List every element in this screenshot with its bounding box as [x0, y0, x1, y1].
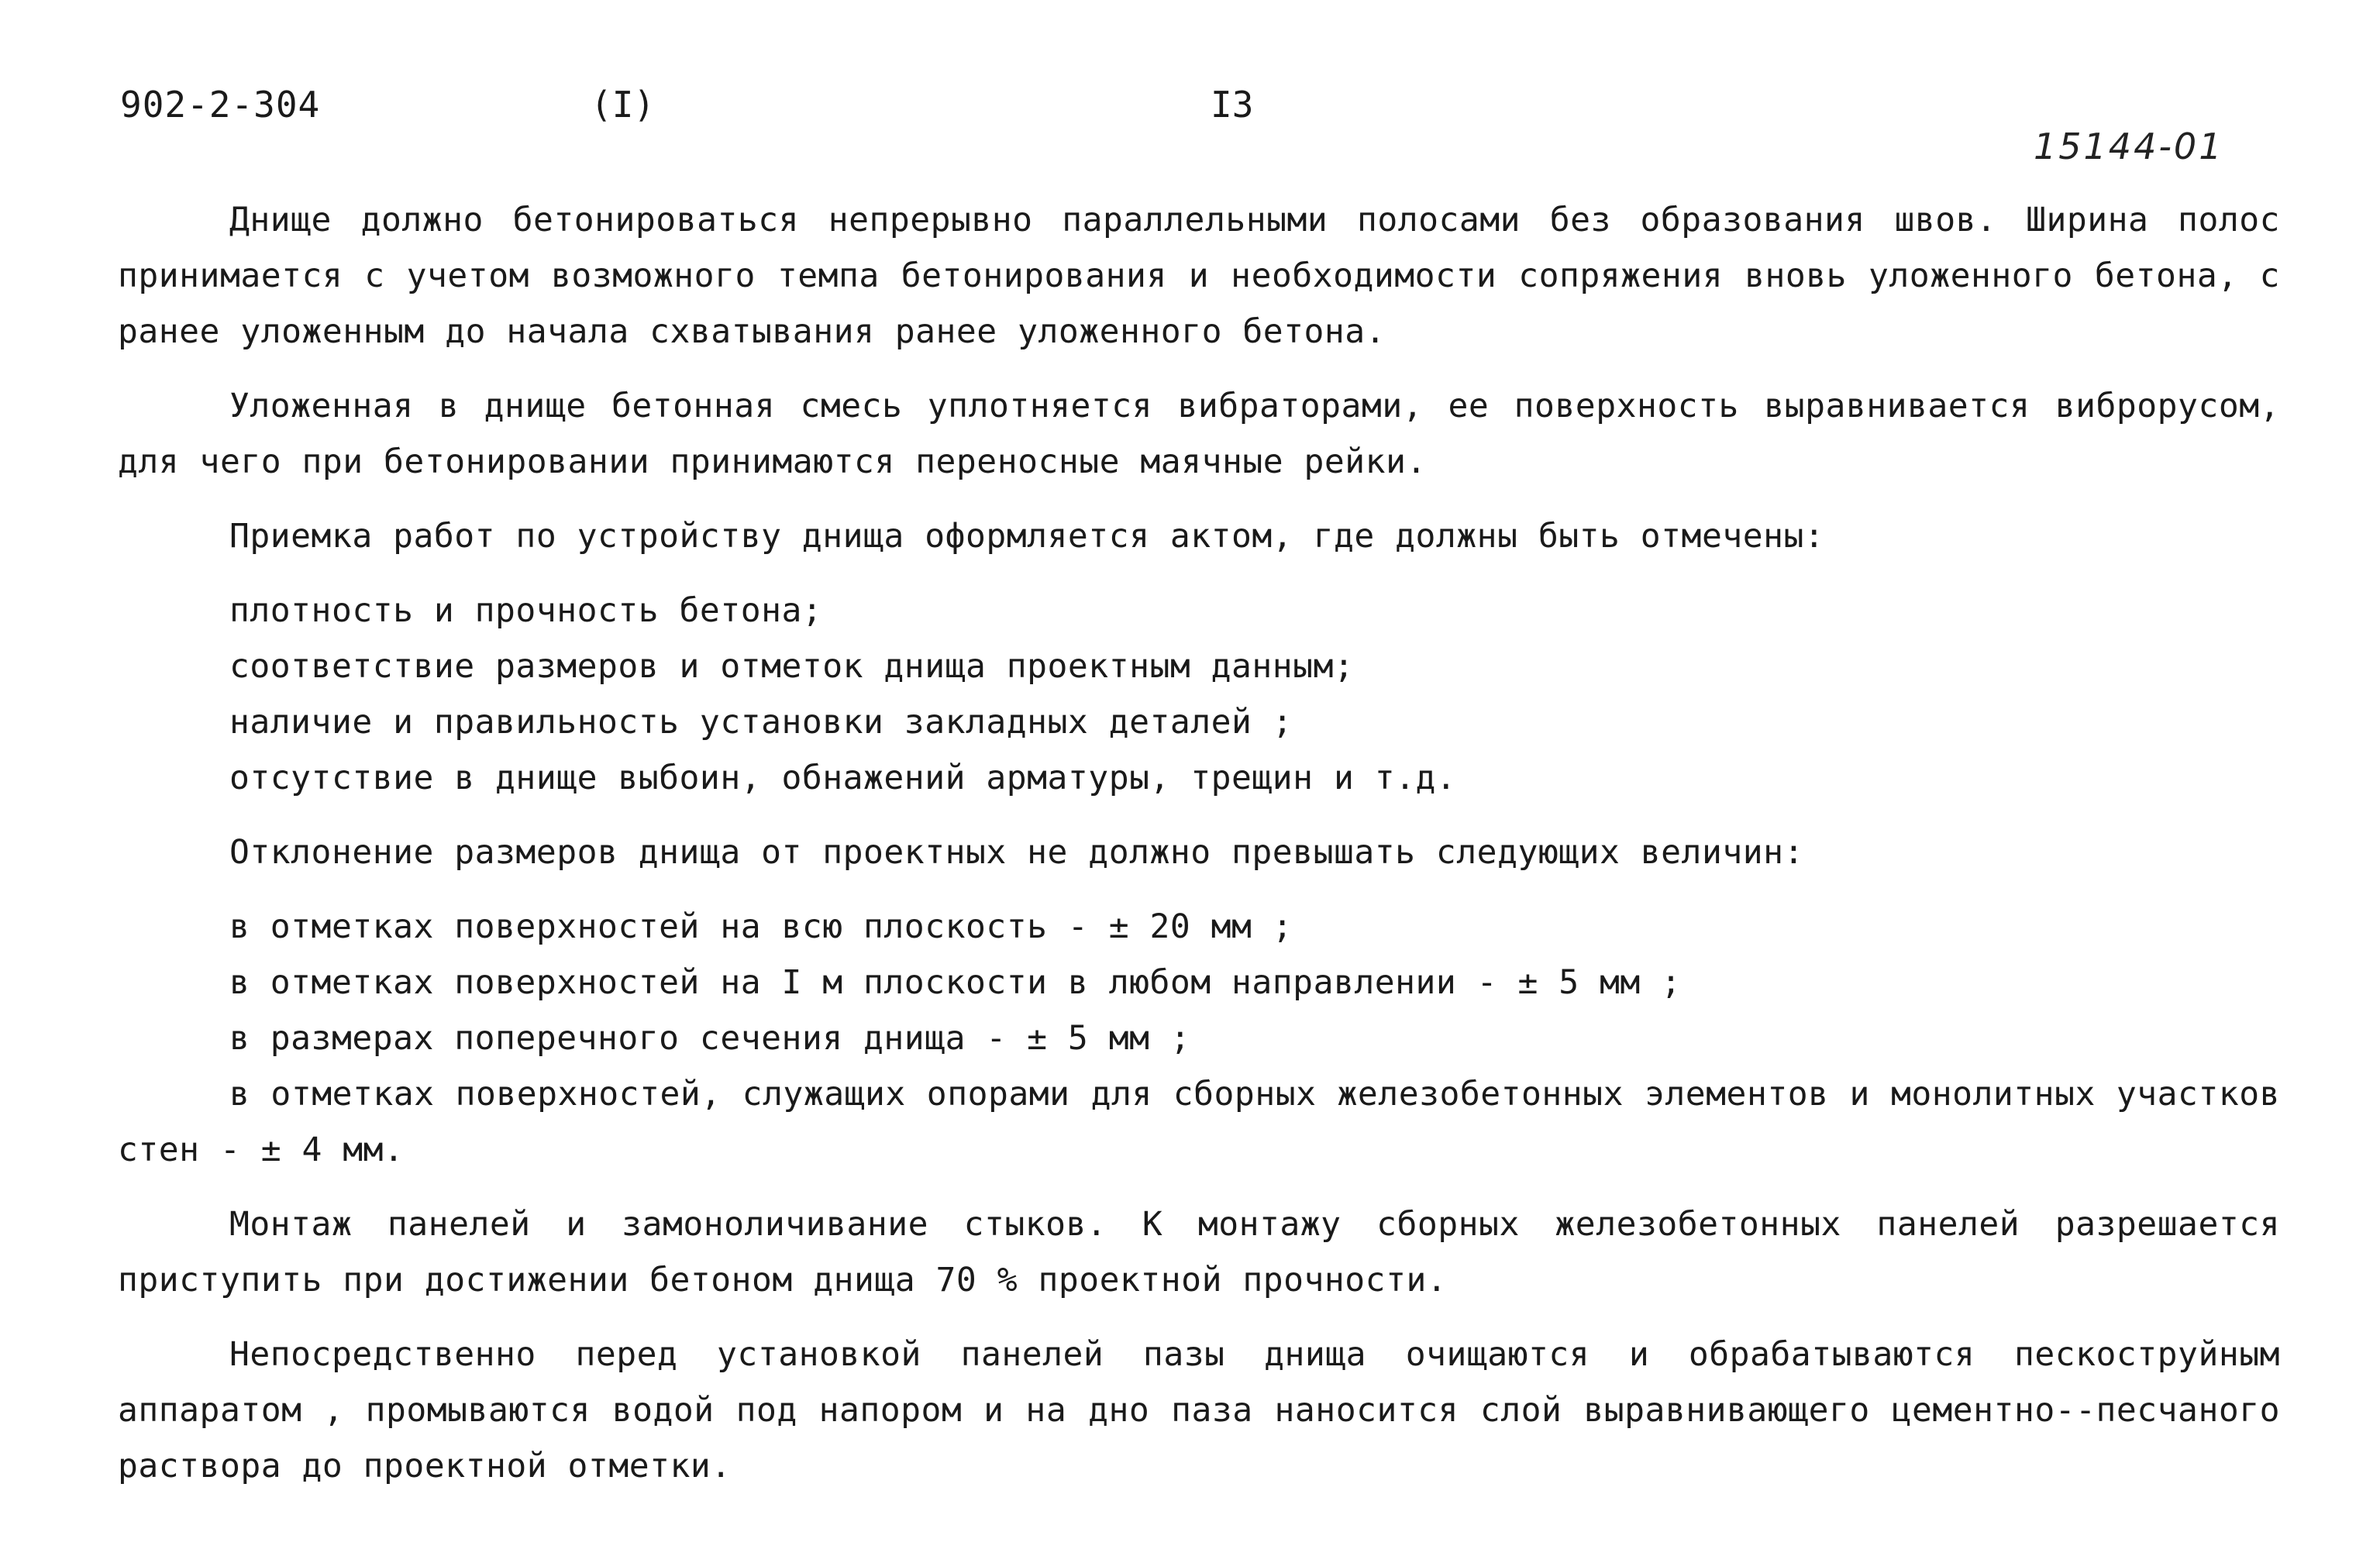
list-item: в отметках поверхностей, служащих опорами для сборных железобетонных элементов и монолитных участков стен - ± 4 мм. [118, 1075, 2280, 1169]
list-item: соответствие размеров и отметок днища проектным данным; [229, 647, 1355, 686]
list-item: наличие и правильность установки закладных деталей ; [229, 703, 1293, 742]
list-item: плотность и прочность бетона; [229, 591, 823, 630]
handwritten-stamp-number: 15144-01 [2034, 126, 2224, 167]
list-item: в отметках поверхностей на всю плоскость - ± 20 мм ; [229, 907, 1293, 946]
paragraph-deviation: Отклонение размеров днища от проектных не должно превышать следующих величин: [229, 833, 1804, 872]
document-code: 902-2-304 [120, 84, 321, 126]
paragraph-acceptance: Приемка работ по устройству днища оформляется актом, где должны быть отмечены: [229, 517, 1825, 556]
document-part: (I) [591, 84, 656, 126]
tolerance-list [118, 899, 2280, 1178]
list-item: в отметках поверхностей на I м плоскости в любом направлении - ± 5 мм ; [229, 963, 1682, 1002]
paragraph-groove-preparation: Непосредственно перед установкой панелей пазы днища очищаются и обрабатываются пескоструйным аппаратом , промываются водой под напором и на дно паза наносится слой выравнивающего цементно--песчаного раствора до проектной отметки. [118, 1335, 2280, 1485]
paragraph-compaction: Уложенная в днище бетонная смесь уплотняется вибраторами, ее поверхность выравнивается виброрусом, для чего при бетонировании принимаются переносные маячные рейки. [118, 387, 2280, 481]
list-item: в размерах поперечного сечения днища - ± 5 мм ; [229, 1019, 1191, 1058]
list-item: отсутствие в днище выбоин, обнажений арматуры, трещин и т.д. [229, 759, 1457, 797]
page-number: I3 [1211, 84, 1254, 126]
paragraph-concreting: Днище должно бетонироваться непрерывно параллельными полосами без образования швов. Ширина полос принимается с учетом возможного темпа бетонирования и необходимости сопряжения вновь уложенного бетона, с ранее уложенным до начала схватывания ранее уложенного бетона. [118, 201, 2280, 351]
paragraph-panel-mounting: Монтаж панелей и замоноличивание стыков. К монтажу сборных железобетонных панелей разрешается приступить при достижении бетоном днища 70 % проектной прочности. [118, 1205, 2280, 1300]
document-body [118, 192, 2280, 1513]
acceptance-list [118, 583, 2280, 806]
